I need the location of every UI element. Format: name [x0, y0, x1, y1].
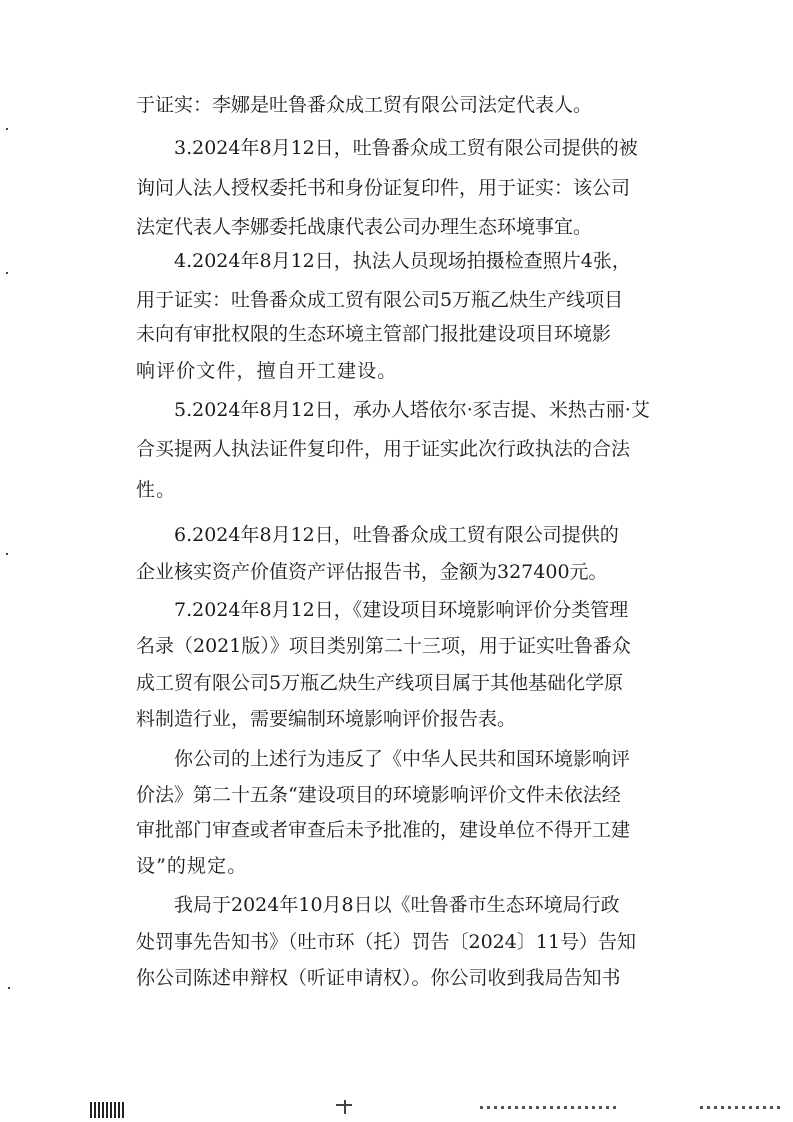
scan-speck	[6, 553, 8, 555]
scan-edge-mark	[344, 1100, 346, 1114]
scan-edge-mark	[90, 1102, 126, 1118]
scan-edge-mark	[700, 1106, 780, 1109]
text-line: 企业核实资产价值资产评估报告书，金额为327400元。	[136, 561, 608, 583]
text-line: 6.2024年8月12日，吐鲁番众成工贸有限公司提供的	[174, 524, 619, 546]
text-line: 性。	[136, 479, 177, 501]
text-line: 未向有审批权限的生态环境主管部门报批建设项目环境影	[136, 323, 612, 345]
text-line: 于证实：李娜是吐鲁番众成工贸有限公司法定代表人。	[136, 94, 593, 116]
scan-edge-mark	[336, 1104, 352, 1106]
text-line: 3.2024年8月12日，吐鲁番众成工贸有限公司提供的被	[174, 137, 638, 159]
text-line: 法定代表人李娜委托战康代表公司办理生态环境事宜。	[136, 216, 593, 238]
text-line: 设”的规定。	[136, 855, 248, 877]
text-line: 合买提两人执法证件复印件，用于证实此次行政执法的合法	[136, 438, 631, 460]
text-line: 响评价文件，擅自开工建设。	[136, 360, 398, 382]
text-line: 4.2024年8月12日，执法人员现场拍摄检查照片4张，	[174, 250, 631, 272]
text-line: 料制造行业，需要编制环境影响评价报告表。	[136, 708, 517, 730]
text-line: 我局于2024年10月8日以《吐鲁番市生态环境局行政	[174, 894, 620, 916]
scan-speck	[8, 987, 10, 989]
text-line: 你公司的上述行为违反了《中华人民共和国环境影响评	[174, 748, 631, 770]
text-line: 处罚事先告知书》（吐市环（托）罚告〔2024〕11号）告知	[136, 931, 637, 953]
text-line: 价法》第二十五条“建设项目的环境影响评价文件未依法经	[136, 784, 621, 806]
text-line: 名录（2021版）》项目类别第二十三项，用于证实吐鲁番众	[136, 635, 631, 657]
scan-speck	[6, 128, 8, 130]
text-line: 成工贸有限公司5万瓶乙炔生产线项目属于其他基础化学原	[136, 672, 624, 694]
text-line: 用于证实：吐鲁番众成工贸有限公司5万瓶乙炔生产线项目	[136, 289, 624, 311]
text-line: 询问人法人授权委托书和身份证复印件，用于证实：该公司	[136, 177, 631, 199]
text-line: 5.2024年8月12日，承办人塔依尔·豕吉提、米热古丽·艾	[174, 399, 650, 421]
text-line: 审批部门审查或者审查后未予批准的，建设单位不得开工建	[136, 819, 631, 841]
scan-edge-mark	[480, 1106, 620, 1109]
text-line: 7.2024年8月12日，《建设项目环境影响评价分类管理	[174, 599, 629, 621]
scan-speck	[6, 272, 8, 274]
text-line: 你公司陈述申辩权（听证申请权）。你公司收到我局告知书	[136, 967, 621, 989]
